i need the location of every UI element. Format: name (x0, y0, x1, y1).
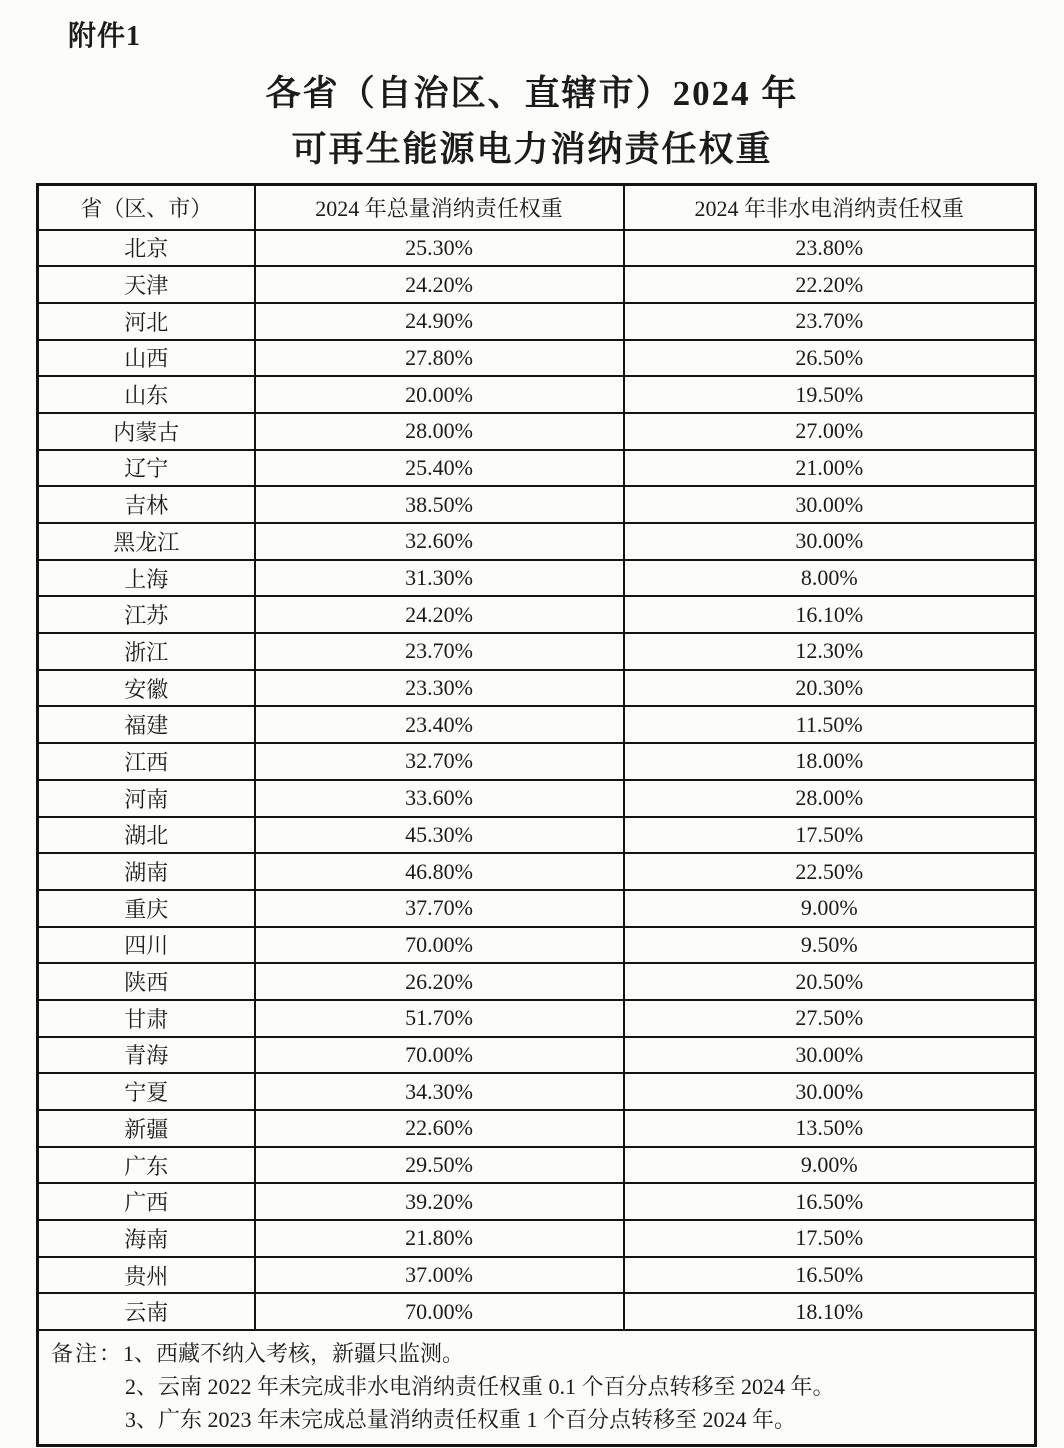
row-non-hydro-weight-cell: 17.50% (624, 1220, 1036, 1257)
row-total-weight-cell: 45.30% (255, 817, 624, 854)
row-province-cell: 河北 (38, 303, 255, 340)
row-total-weight-cell: 39.20% (255, 1183, 624, 1220)
table-row (38, 1000, 1036, 1037)
table-row (38, 633, 1036, 670)
row-province-cell: 江苏 (38, 596, 255, 633)
row-province-cell: 安徽 (38, 670, 255, 707)
row-non-hydro-weight-cell: 30.00% (624, 523, 1036, 560)
table-row (38, 413, 1036, 450)
row-total-weight-cell: 70.00% (255, 927, 624, 964)
notes-cell (38, 1330, 1036, 1446)
row-non-hydro-weight-cell: 18.10% (624, 1293, 1036, 1330)
row-total-weight-cell: 51.70% (255, 1000, 624, 1037)
table-row (38, 376, 1036, 413)
row-province-cell: 湖北 (38, 817, 255, 854)
row-total-weight-cell: 28.00% (255, 413, 624, 450)
row-total-weight-cell: 23.40% (255, 706, 624, 743)
row-province-cell: 青海 (38, 1037, 255, 1074)
note-item-2: 2、云南 2022 年未完成非水电消纳责任权重 0.1 个百分点转移至 2024 年。 (125, 1374, 835, 1400)
row-province-cell: 宁夏 (38, 1073, 255, 1110)
row-total-weight-cell: 27.80% (255, 340, 624, 377)
row-non-hydro-weight-cell: 22.20% (624, 266, 1036, 303)
row-total-weight-cell: 23.30% (255, 670, 624, 707)
row-non-hydro-weight-cell: 18.00% (624, 743, 1036, 780)
table-footer (38, 1330, 1036, 1446)
document-title (0, 66, 1064, 178)
row-non-hydro-weight-cell: 9.50% (624, 927, 1036, 964)
document-title-line1: 各省（自治区、直辖市）2024 年 (265, 74, 799, 113)
row-province-cell: 湖南 (38, 853, 255, 890)
table-row (38, 486, 1036, 523)
row-province-cell: 四川 (38, 927, 255, 964)
row-non-hydro-weight-cell: 23.70% (624, 303, 1036, 340)
row-non-hydro-weight-cell: 9.00% (624, 890, 1036, 927)
row-province-cell: 江西 (38, 743, 255, 780)
row-non-hydro-weight-cell: 27.00% (624, 413, 1036, 450)
row-non-hydro-weight-cell: 8.00% (624, 560, 1036, 597)
row-province-cell: 甘肃 (38, 1000, 255, 1037)
row-province-cell: 吉林 (38, 486, 255, 523)
row-total-weight-cell: 46.80% (255, 853, 624, 890)
row-province-cell: 山东 (38, 376, 255, 413)
row-total-weight-cell: 24.20% (255, 596, 624, 633)
row-non-hydro-weight-cell: 21.00% (624, 450, 1036, 487)
row-province-cell: 天津 (38, 266, 255, 303)
column-header-province: 省（区、市） (38, 185, 255, 230)
weights-table (36, 183, 1037, 1447)
table-row (38, 1293, 1036, 1330)
row-total-weight-cell: 32.70% (255, 743, 624, 780)
row-total-weight-cell: 24.90% (255, 303, 624, 340)
row-total-weight-cell: 31.30% (255, 560, 624, 597)
table-row (38, 890, 1036, 927)
row-non-hydro-weight-cell: 16.10% (624, 596, 1036, 633)
row-total-weight-cell: 37.70% (255, 890, 624, 927)
row-total-weight-cell: 29.50% (255, 1147, 624, 1184)
row-province-cell: 广西 (38, 1183, 255, 1220)
notes-row (38, 1330, 1036, 1446)
row-province-cell: 贵州 (38, 1257, 255, 1294)
table-row (38, 340, 1036, 377)
row-total-weight-cell: 33.60% (255, 780, 624, 817)
row-province-cell: 黑龙江 (38, 523, 255, 560)
row-total-weight-cell: 21.80% (255, 1220, 624, 1257)
row-non-hydro-weight-cell: 20.30% (624, 670, 1036, 707)
row-total-weight-cell: 23.70% (255, 633, 624, 670)
table-row (38, 523, 1036, 560)
table-row (38, 743, 1036, 780)
row-province-cell: 陕西 (38, 963, 255, 1000)
row-province-cell: 重庆 (38, 890, 255, 927)
table-row (38, 853, 1036, 890)
row-total-weight-cell: 37.00% (255, 1257, 624, 1294)
row-total-weight-cell: 25.40% (255, 450, 624, 487)
row-province-cell: 福建 (38, 706, 255, 743)
table-row (38, 560, 1036, 597)
row-total-weight-cell: 32.60% (255, 523, 624, 560)
row-non-hydro-weight-cell: 13.50% (624, 1110, 1036, 1147)
table-row (38, 927, 1036, 964)
table-row (38, 817, 1036, 854)
row-non-hydro-weight-cell: 27.50% (624, 1000, 1036, 1037)
table-row (38, 670, 1036, 707)
table-row (38, 706, 1036, 743)
row-non-hydro-weight-cell: 20.50% (624, 963, 1036, 1000)
row-province-cell: 上海 (38, 560, 255, 597)
row-province-cell: 新疆 (38, 1110, 255, 1147)
row-province-cell: 北京 (38, 230, 255, 267)
row-non-hydro-weight-cell: 16.50% (624, 1257, 1036, 1294)
row-province-cell: 内蒙古 (38, 413, 255, 450)
row-non-hydro-weight-cell: 19.50% (624, 376, 1036, 413)
document-title-line2: 可再生能源电力消纳责任权重 (291, 130, 773, 169)
row-non-hydro-weight-cell: 22.50% (624, 853, 1036, 890)
row-non-hydro-weight-cell: 28.00% (624, 780, 1036, 817)
table-row (38, 1257, 1036, 1294)
row-total-weight-cell: 20.00% (255, 376, 624, 413)
header-row (38, 185, 1036, 230)
table-body (38, 230, 1036, 1331)
row-non-hydro-weight-cell: 9.00% (624, 1147, 1036, 1184)
row-non-hydro-weight-cell: 30.00% (624, 1037, 1036, 1074)
row-non-hydro-weight-cell: 30.00% (624, 486, 1036, 523)
row-province-cell: 山西 (38, 340, 255, 377)
row-province-cell: 海南 (38, 1220, 255, 1257)
table-row (38, 596, 1036, 633)
row-non-hydro-weight-cell: 30.00% (624, 1073, 1036, 1110)
row-total-weight-cell: 25.30% (255, 230, 624, 267)
note-item-3: 3、广东 2023 年未完成总量消纳责任权重 1 个百分点转移至 2024 年。 (125, 1407, 797, 1433)
table-header (38, 185, 1036, 230)
note-line-1 (51, 1337, 1020, 1370)
row-non-hydro-weight-cell: 12.30% (624, 633, 1036, 670)
row-total-weight-cell: 26.20% (255, 963, 624, 1000)
notes-label: 备注： (51, 1341, 124, 1367)
row-province-cell: 广东 (38, 1147, 255, 1184)
row-total-weight-cell: 70.00% (255, 1037, 624, 1074)
table-row (38, 303, 1036, 340)
row-province-cell: 辽宁 (38, 450, 255, 487)
row-province-cell: 浙江 (38, 633, 255, 670)
table-row (38, 1147, 1036, 1184)
row-non-hydro-weight-cell: 17.50% (624, 817, 1036, 854)
table-row (38, 1110, 1036, 1147)
table-row (38, 1037, 1036, 1074)
row-province-cell: 云南 (38, 1293, 255, 1330)
table-row (38, 963, 1036, 1000)
row-non-hydro-weight-cell: 26.50% (624, 340, 1036, 377)
column-header-non-hydro-weight: 2024 年非水电消纳责任权重 (624, 185, 1036, 230)
table-row (38, 266, 1036, 303)
table-row (38, 230, 1036, 267)
row-non-hydro-weight-cell: 16.50% (624, 1183, 1036, 1220)
row-total-weight-cell: 34.30% (255, 1073, 624, 1110)
column-header-total-weight: 2024 年总量消纳责任权重 (255, 185, 624, 230)
row-total-weight-cell: 24.20% (255, 266, 624, 303)
row-total-weight-cell: 38.50% (255, 486, 624, 523)
table-row (38, 1073, 1036, 1110)
note-item-1: 1、西藏不纳入考核，新疆只监测。 (123, 1341, 465, 1367)
row-non-hydro-weight-cell: 11.50% (624, 706, 1036, 743)
row-non-hydro-weight-cell: 23.80% (624, 230, 1036, 267)
attachment-label: 附件1 (68, 21, 142, 52)
table-row (38, 1220, 1036, 1257)
row-province-cell: 河南 (38, 780, 255, 817)
table-row (38, 780, 1036, 817)
table-row (38, 1183, 1036, 1220)
row-total-weight-cell: 22.60% (255, 1110, 624, 1147)
table-row (38, 450, 1036, 487)
row-total-weight-cell: 70.00% (255, 1293, 624, 1330)
